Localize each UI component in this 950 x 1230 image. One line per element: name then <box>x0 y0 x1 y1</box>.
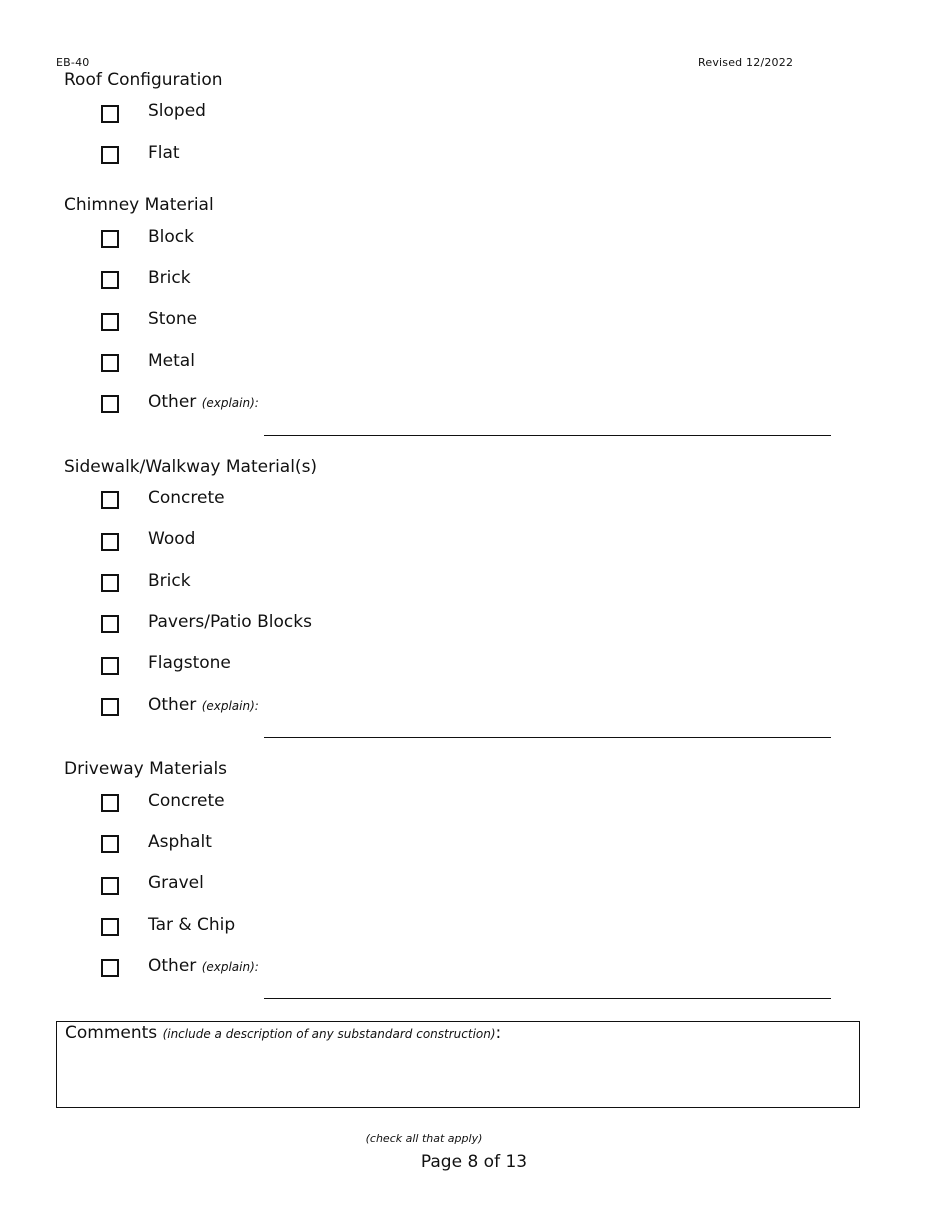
checkbox-driveway-other[interactable] <box>101 959 119 977</box>
chimney-material-title: Chimney Material <box>64 195 214 215</box>
checkbox-driveway-tar-chip[interactable] <box>101 918 119 936</box>
option-label-driveway-tar-chip: Tar & Chip <box>148 915 236 935</box>
checkbox-roof-flat[interactable] <box>101 146 119 164</box>
option-label-sidewalk-brick: Brick <box>148 571 191 591</box>
checkbox-chimney-block[interactable] <box>101 230 119 248</box>
checkbox-chimney-metal[interactable] <box>101 354 119 372</box>
chimney-other-explain-line[interactable] <box>264 435 831 436</box>
checkbox-sidewalk-pavers[interactable] <box>101 615 119 633</box>
checkbox-driveway-asphalt[interactable] <box>101 835 119 853</box>
option-label-roof-flat: Flat <box>148 143 180 163</box>
checkbox-roof-sloped[interactable] <box>101 105 119 123</box>
comments-hint: (include a description of any substandard construction) <box>162 1027 496 1041</box>
option-label-sidewalk-other: Other (explain): <box>148 695 259 715</box>
form-id: EB-40 <box>56 56 90 69</box>
checkbox-sidewalk-concrete[interactable] <box>101 491 119 509</box>
option-label-driveway-gravel: Gravel <box>148 873 204 893</box>
sidewalk-material-title: Sidewalk/Walkway Material(s) <box>64 457 318 477</box>
option-label-driveway-concrete: Concrete <box>148 791 225 811</box>
page-number: Page 8 of 13 <box>420 1152 528 1172</box>
checkbox-sidewalk-other[interactable] <box>101 698 119 716</box>
roof-configuration-title: Roof Configuration <box>64 70 223 90</box>
checkbox-driveway-gravel[interactable] <box>101 877 119 895</box>
option-label-sidewalk-flagstone: Flagstone <box>148 653 231 673</box>
driveway-materials-title: Driveway Materials <box>64 759 228 779</box>
checkbox-chimney-other[interactable] <box>101 395 119 413</box>
explain-hint: (explain): <box>201 396 259 410</box>
option-label-driveway-asphalt: Asphalt <box>148 832 212 852</box>
checkbox-chimney-brick[interactable] <box>101 271 119 289</box>
option-label-chimney-metal: Metal <box>148 351 195 371</box>
comments-box[interactable] <box>56 1021 860 1108</box>
driveway-other-explain-line[interactable] <box>264 998 831 999</box>
revised-date: Revised 12/2022 <box>698 56 794 69</box>
option-label-chimney-block: Block <box>148 227 194 247</box>
checkbox-chimney-stone[interactable] <box>101 313 119 331</box>
option-label-sidewalk-concrete: Concrete <box>148 488 225 508</box>
option-label-sidewalk-pavers: Pavers/Patio Blocks <box>148 612 312 632</box>
sidewalk-other-explain-line[interactable] <box>264 737 831 738</box>
checkbox-sidewalk-brick[interactable] <box>101 574 119 592</box>
check-all-note: (check all that apply) <box>365 1132 483 1145</box>
checkbox-driveway-concrete[interactable] <box>101 794 119 812</box>
checkbox-sidewalk-wood[interactable] <box>101 533 119 551</box>
checkbox-sidewalk-flagstone[interactable] <box>101 657 119 675</box>
option-label-chimney-other: Other (explain): <box>148 392 259 412</box>
explain-hint: (explain): <box>201 960 259 974</box>
option-label-roof-sloped: Sloped <box>148 101 206 121</box>
option-label-chimney-stone: Stone <box>148 309 198 329</box>
option-label-driveway-other: Other (explain): <box>148 956 259 976</box>
option-label-chimney-brick: Brick <box>148 268 191 288</box>
comments-label: Comments (include a description of any substandard construction): <box>65 1023 502 1043</box>
option-label-sidewalk-wood: Wood <box>148 529 196 549</box>
explain-hint: (explain): <box>201 699 259 713</box>
